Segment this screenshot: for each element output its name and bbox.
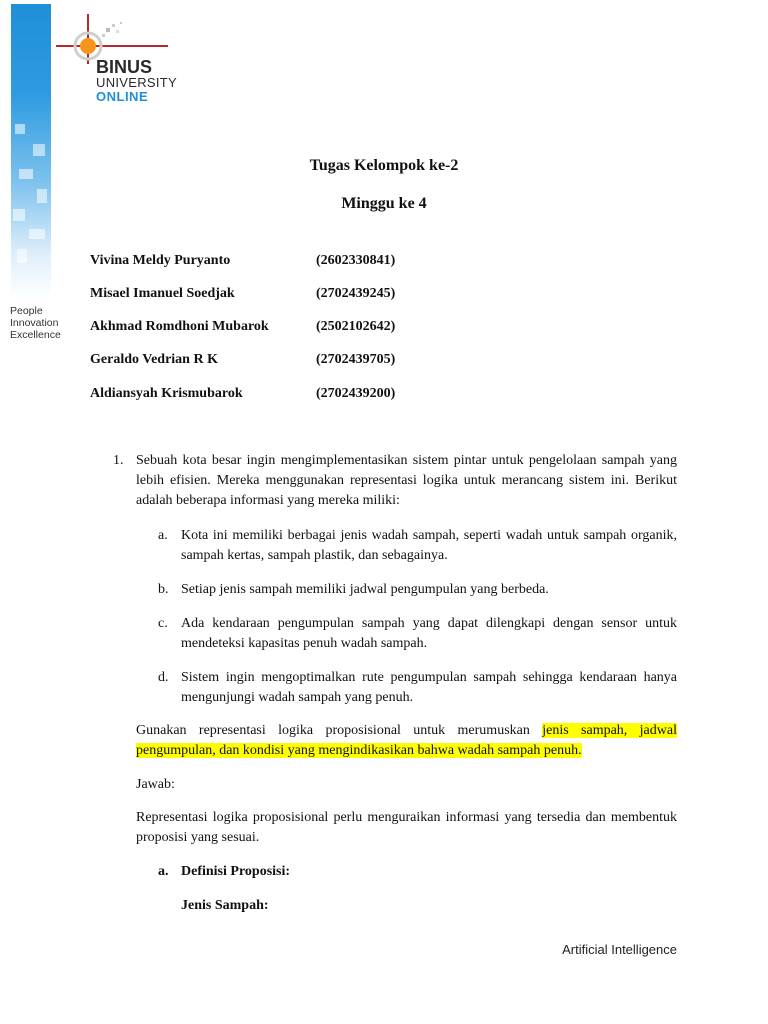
logo-wordmark [96,58,177,104]
section-title: Definisi Proposisi: [181,864,291,879]
document-title: Tugas Kelompok ke-2 [309,157,459,174]
tagline [10,305,61,341]
item-text: Kota ini memiliki berbagai jenis wadah sampah, seperti wadah untuk sampah organik, sampah kertas, sampah plastik, dan sebagainya. [181,528,677,563]
answer-label: Jawab: [136,777,175,792]
member-name: Misael Imanuel Soedjak [90,286,235,301]
page-footer: Artificial Intelligence [562,942,677,957]
item-text: Ada kendaraan pengumpulan sampah yang dapat dilengkapi dengan sensor untuk mendeteksi kapasitas penuh wadah sampah. [181,616,677,651]
tagline-line: People [10,305,43,317]
tagline-line: Innovation [10,317,59,329]
member-name: Akhmad Romdhoni Mubarok [90,319,269,334]
question-text: Sebuah kota besar ingin mengimplementasikan sistem pintar untuk pengelolaan sampah yang lebih efisien. Mereka menggunakan representasi logika untuk merancang sistem ini. Berikut adalah beberapa informasi yang mereka miliki: [136,453,677,508]
item-text: Setiap jenis sampah memiliki jadwal pengumpulan yang berbeda. [181,582,549,597]
answer-intro: Representasi logika proposisional perlu menguraikan informasi yang tersedia dan membentuk proposisi yang sesuai. [136,810,677,845]
item-text: Sistem ingin mengoptimalkan rute pengumpulan sampah sehingga kendaraan hanya mengunjungi wadah sampah yang penuh. [181,670,677,705]
item-label: a. [158,528,168,543]
section-label: a. [158,864,169,879]
document-subtitle: Minggu ke 4 [341,195,427,212]
item-label: d. [158,670,169,685]
member-id: (2602330841) [316,253,396,268]
item-label: c. [158,616,168,631]
logo-online-text: ONLINE [96,89,149,104]
item-label: b. [158,582,169,597]
member-name: Vivina Meldy Puryanto [90,253,231,268]
member-id: (2702439200) [316,386,396,401]
instruction-highlight: jenis sampah, jadwal pengumpulan, dan kondisi yang mengindikasikan bahwa wadah sampah penuh. [136,723,677,758]
member-id: (2702439705) [316,352,396,367]
question-number: 1. [113,453,124,468]
member-name: Geraldo Vedrian R K [90,352,218,367]
logo-university-text: UNIVERSITY [96,75,178,90]
member-id: (2502102642) [316,319,396,334]
subsection-title: Jenis Sampah: [181,898,269,913]
instruction-paragraph [136,721,677,761]
instruction-text: Gunakan representasi logika proposisional untuk merumuskan [136,723,543,738]
tagline-line: Excellence [10,329,61,341]
decorative-side-strip [11,4,51,299]
member-name: Aldiansyah Krismubarok [90,386,243,401]
logo-binus-text: BINUS [96,57,153,77]
member-id: (2702439245) [316,286,396,301]
